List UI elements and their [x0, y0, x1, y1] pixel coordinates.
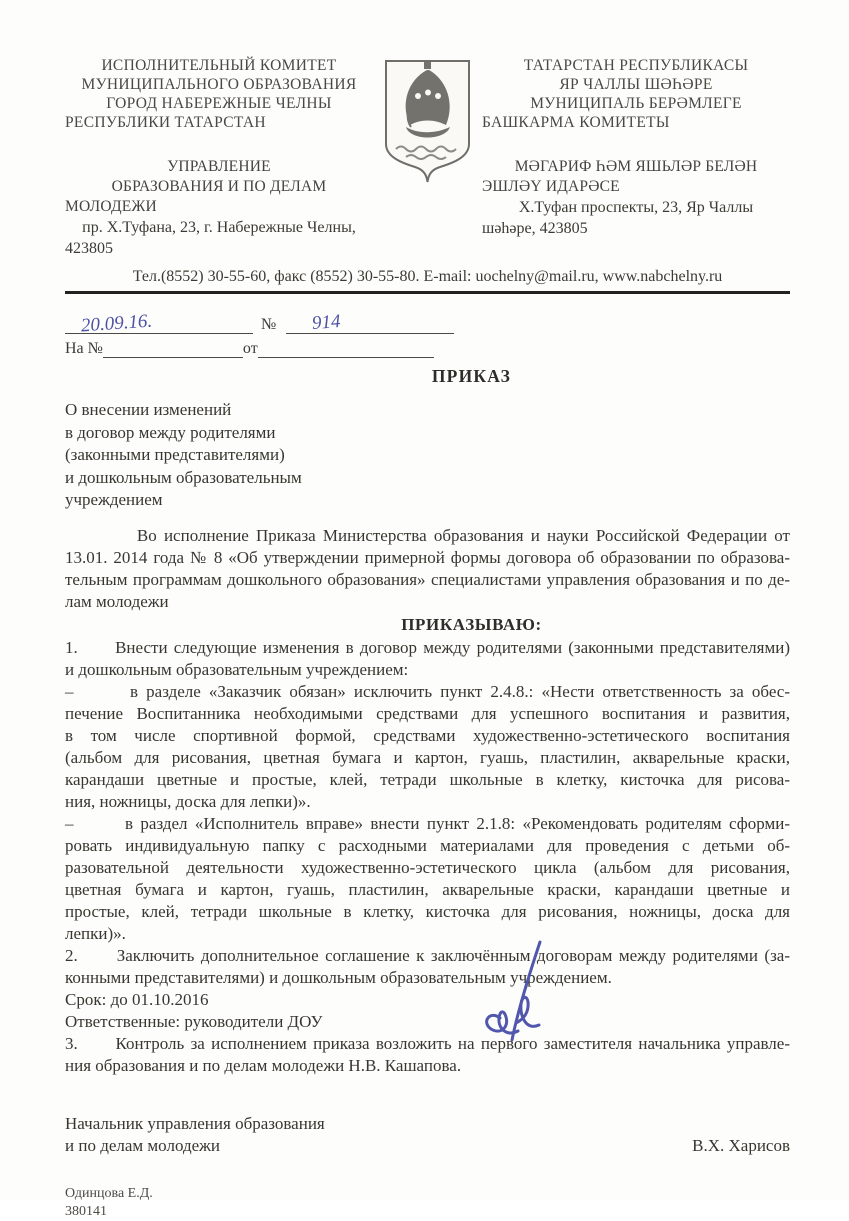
reply-reference-row — [65, 334, 790, 358]
text-line: ТАТАРСТАН РЕСПУБЛИКАСЫ — [523, 57, 749, 74]
text-line: 423805 — [65, 240, 113, 257]
text-line: учреждением — [65, 490, 163, 509]
text-line: Х.Туфан проспекты, 23, Яр Чаллы — [518, 199, 754, 216]
order-item-3 — [65, 1033, 790, 1077]
text-line: ЯР ЧАЛЛЫ ШӘҺӘРЕ — [559, 76, 713, 93]
number-field — [286, 311, 454, 334]
order-item-2 — [65, 945, 790, 989]
resolve-heading: ПРИКАЗЫВАЮ: — [401, 614, 542, 634]
letterhead — [65, 0, 790, 259]
text-line: лам молодежи — [65, 591, 169, 611]
text-line: тельным программам дошкольного образования» специалистами управления образования и по де- — [65, 569, 790, 589]
text-line: МУНИЦИПАЛЬНОГО ОБРАЗОВАНИЯ — [81, 76, 357, 93]
signatory-name: В.Х. Харисов — [692, 1135, 790, 1155]
term-text: Срок: до 01.10.2016 — [65, 989, 209, 1009]
text-line: МӘГАРИФ ҺӘМ ЯШЬЛӘР БЕЛӘН — [514, 158, 758, 175]
text-line: простые, клей, тетради школьные в клетку, кисточка для рисования, ножницы, доска для — [65, 901, 790, 921]
text-line: и дошкольным образовательным учреждением: — [65, 659, 409, 679]
text-line: – в раздел «Исполнитель вправе» внести пункт 2.1.8: «Рекомендовать родителям сформи- — [65, 813, 790, 833]
handwritten-number: 914 — [311, 311, 342, 334]
text-line: – в разделе «Заказчик обязан» исключить пункт 2.4.8.: «Нести ответственность за обес- — [65, 681, 790, 701]
order-term-line — [65, 989, 790, 1011]
text-line: в договор между родителями — [65, 422, 276, 442]
text-line: в том числе спортивной формой, средствами художественно-эстетического воспитания — [65, 725, 790, 745]
text-line: ния, ножницы, доска для лепки)». — [65, 791, 311, 811]
reply-from-label: от — [242, 340, 258, 357]
text-line: разовательной деятельности художественно-эстетического цикла (альбом для рисования, — [65, 857, 790, 877]
org-name-tatar — [482, 56, 790, 132]
text-line: Начальник управления образования — [65, 1113, 325, 1133]
text-line: РЕСПУБЛИКИ ТАТАРСТАН — [65, 114, 266, 131]
text-line: БАШКАРМА КОМИТЕТЫ — [482, 114, 670, 131]
date-field — [65, 310, 253, 337]
order-item-1-dash-1 — [65, 681, 790, 813]
reply-number-field — [103, 357, 243, 358]
text-line: ОБРАЗОВАНИЯ И ПО ДЕЛАМ МОЛОДЕЖИ — [65, 178, 327, 215]
divider-rule — [65, 291, 790, 294]
executor-name: Одинцова Е.Д. — [65, 1185, 153, 1201]
signature-row — [65, 1113, 790, 1157]
text-line: и по делам молодежи — [65, 1135, 220, 1155]
date-number-row — [65, 307, 790, 337]
order-responsible-line — [65, 1011, 790, 1033]
text-line: ровать индивидуальную папку с расходными материалами для проведения с детьми об- — [65, 835, 790, 855]
text-line: ИСПОЛНИТЕЛЬНЫЙ КОМИТЕТ — [101, 57, 337, 74]
text-line: (законными представителями) — [65, 445, 285, 464]
text-line: О внесении изменений — [65, 400, 232, 419]
text-line: Во исполнение Приказа Министерства образования и науки Российской Федерации от — [65, 525, 790, 545]
reply-prefix-label: На № — [65, 340, 103, 357]
address-russian — [65, 217, 373, 259]
number-sign: № — [261, 316, 277, 333]
text-line: 1. Внести следующие изменения в договор между родителями (законными представителями) — [65, 637, 790, 657]
text-line: шәһәре, 423805 — [482, 220, 588, 237]
text-line: карандаши цветные и простые, клей, тетради школьные в клетку, кисточка для рисова- — [65, 769, 790, 789]
text-line: 2. Заключить дополнительное соглашение к заключённым договорам между родителями (за- — [65, 945, 790, 965]
text-line: лепки)». — [65, 923, 126, 943]
text-line: ГОРОД НАБЕРЕЖНЫЕ ЧЕЛНЫ — [106, 95, 332, 112]
text-line: (альбом для рисования, цветная бумага и картон, гуашь, пластилин, акварельные краски, — [65, 747, 790, 767]
text-line: цветная бумага и картон, гуашь, пластилин, акварельные краски, карандаши цветные и — [65, 879, 790, 899]
letterhead-left-column — [65, 56, 373, 259]
text-line: ЭШЛӘҮ ИДАРӘСЕ — [482, 178, 620, 195]
contact-line: Тел.(8552) 30-55-60, факс (8552) 30-55-80. E-mail: uochelny@mail.ru, www.nabchelny.ru — [132, 268, 723, 285]
coat-of-arms — [380, 56, 475, 189]
text-line: и дошкольным образовательным — [65, 467, 302, 487]
order-item-1 — [65, 637, 790, 681]
org-name-russian — [65, 56, 373, 132]
reply-date-field — [258, 357, 434, 358]
signatory-position — [65, 1113, 325, 1157]
handwritten-date: 20.09.16. — [80, 310, 153, 337]
executor-block — [65, 1185, 790, 1221]
address-tatar — [482, 197, 790, 239]
text-line: 13.01. 2014 года № 8 «Об утверждении примерной формы договора об образовании по образова- — [65, 547, 790, 567]
resolve-heading-wrap — [109, 613, 834, 637]
text-line: 3. Контроль за исполнением приказа возложить на первого заместителя начальника управле- — [65, 1033, 790, 1053]
order-subject — [65, 399, 790, 512]
text-line: ния образования и по делам молодежи Н.В. Кашапова. — [65, 1055, 462, 1075]
order-item-1-dash-2 — [65, 813, 790, 945]
text-line: УПРАВЛЕНИЕ — [167, 158, 271, 175]
handwritten-signature-icon — [472, 938, 567, 1050]
text-line: конными представителями) и дошкольным образовательным учреждением. — [65, 967, 612, 987]
text-line: печение Воспитанника необходимыми средствами для успешного воспитания и развития, — [65, 703, 790, 723]
order-intro-paragraph — [65, 525, 790, 613]
text-line: МУНИЦИПАЛЬ БЕРӘМЛЕГЕ — [530, 95, 742, 112]
department-name-russian — [65, 157, 373, 217]
coat-of-arms-icon — [380, 56, 475, 184]
department-name-tatar — [482, 157, 790, 197]
requisites — [65, 307, 790, 358]
responsible-text: Ответственные: руководители ДОУ — [65, 1011, 323, 1031]
text-line: пр. Х.Туфана, 23, г. Набережные Челны, — [82, 219, 356, 236]
order-title: ПРИКАЗ — [431, 366, 512, 386]
executor-phone: 380141 — [65, 1203, 107, 1219]
letterhead-right-column — [482, 56, 790, 239]
